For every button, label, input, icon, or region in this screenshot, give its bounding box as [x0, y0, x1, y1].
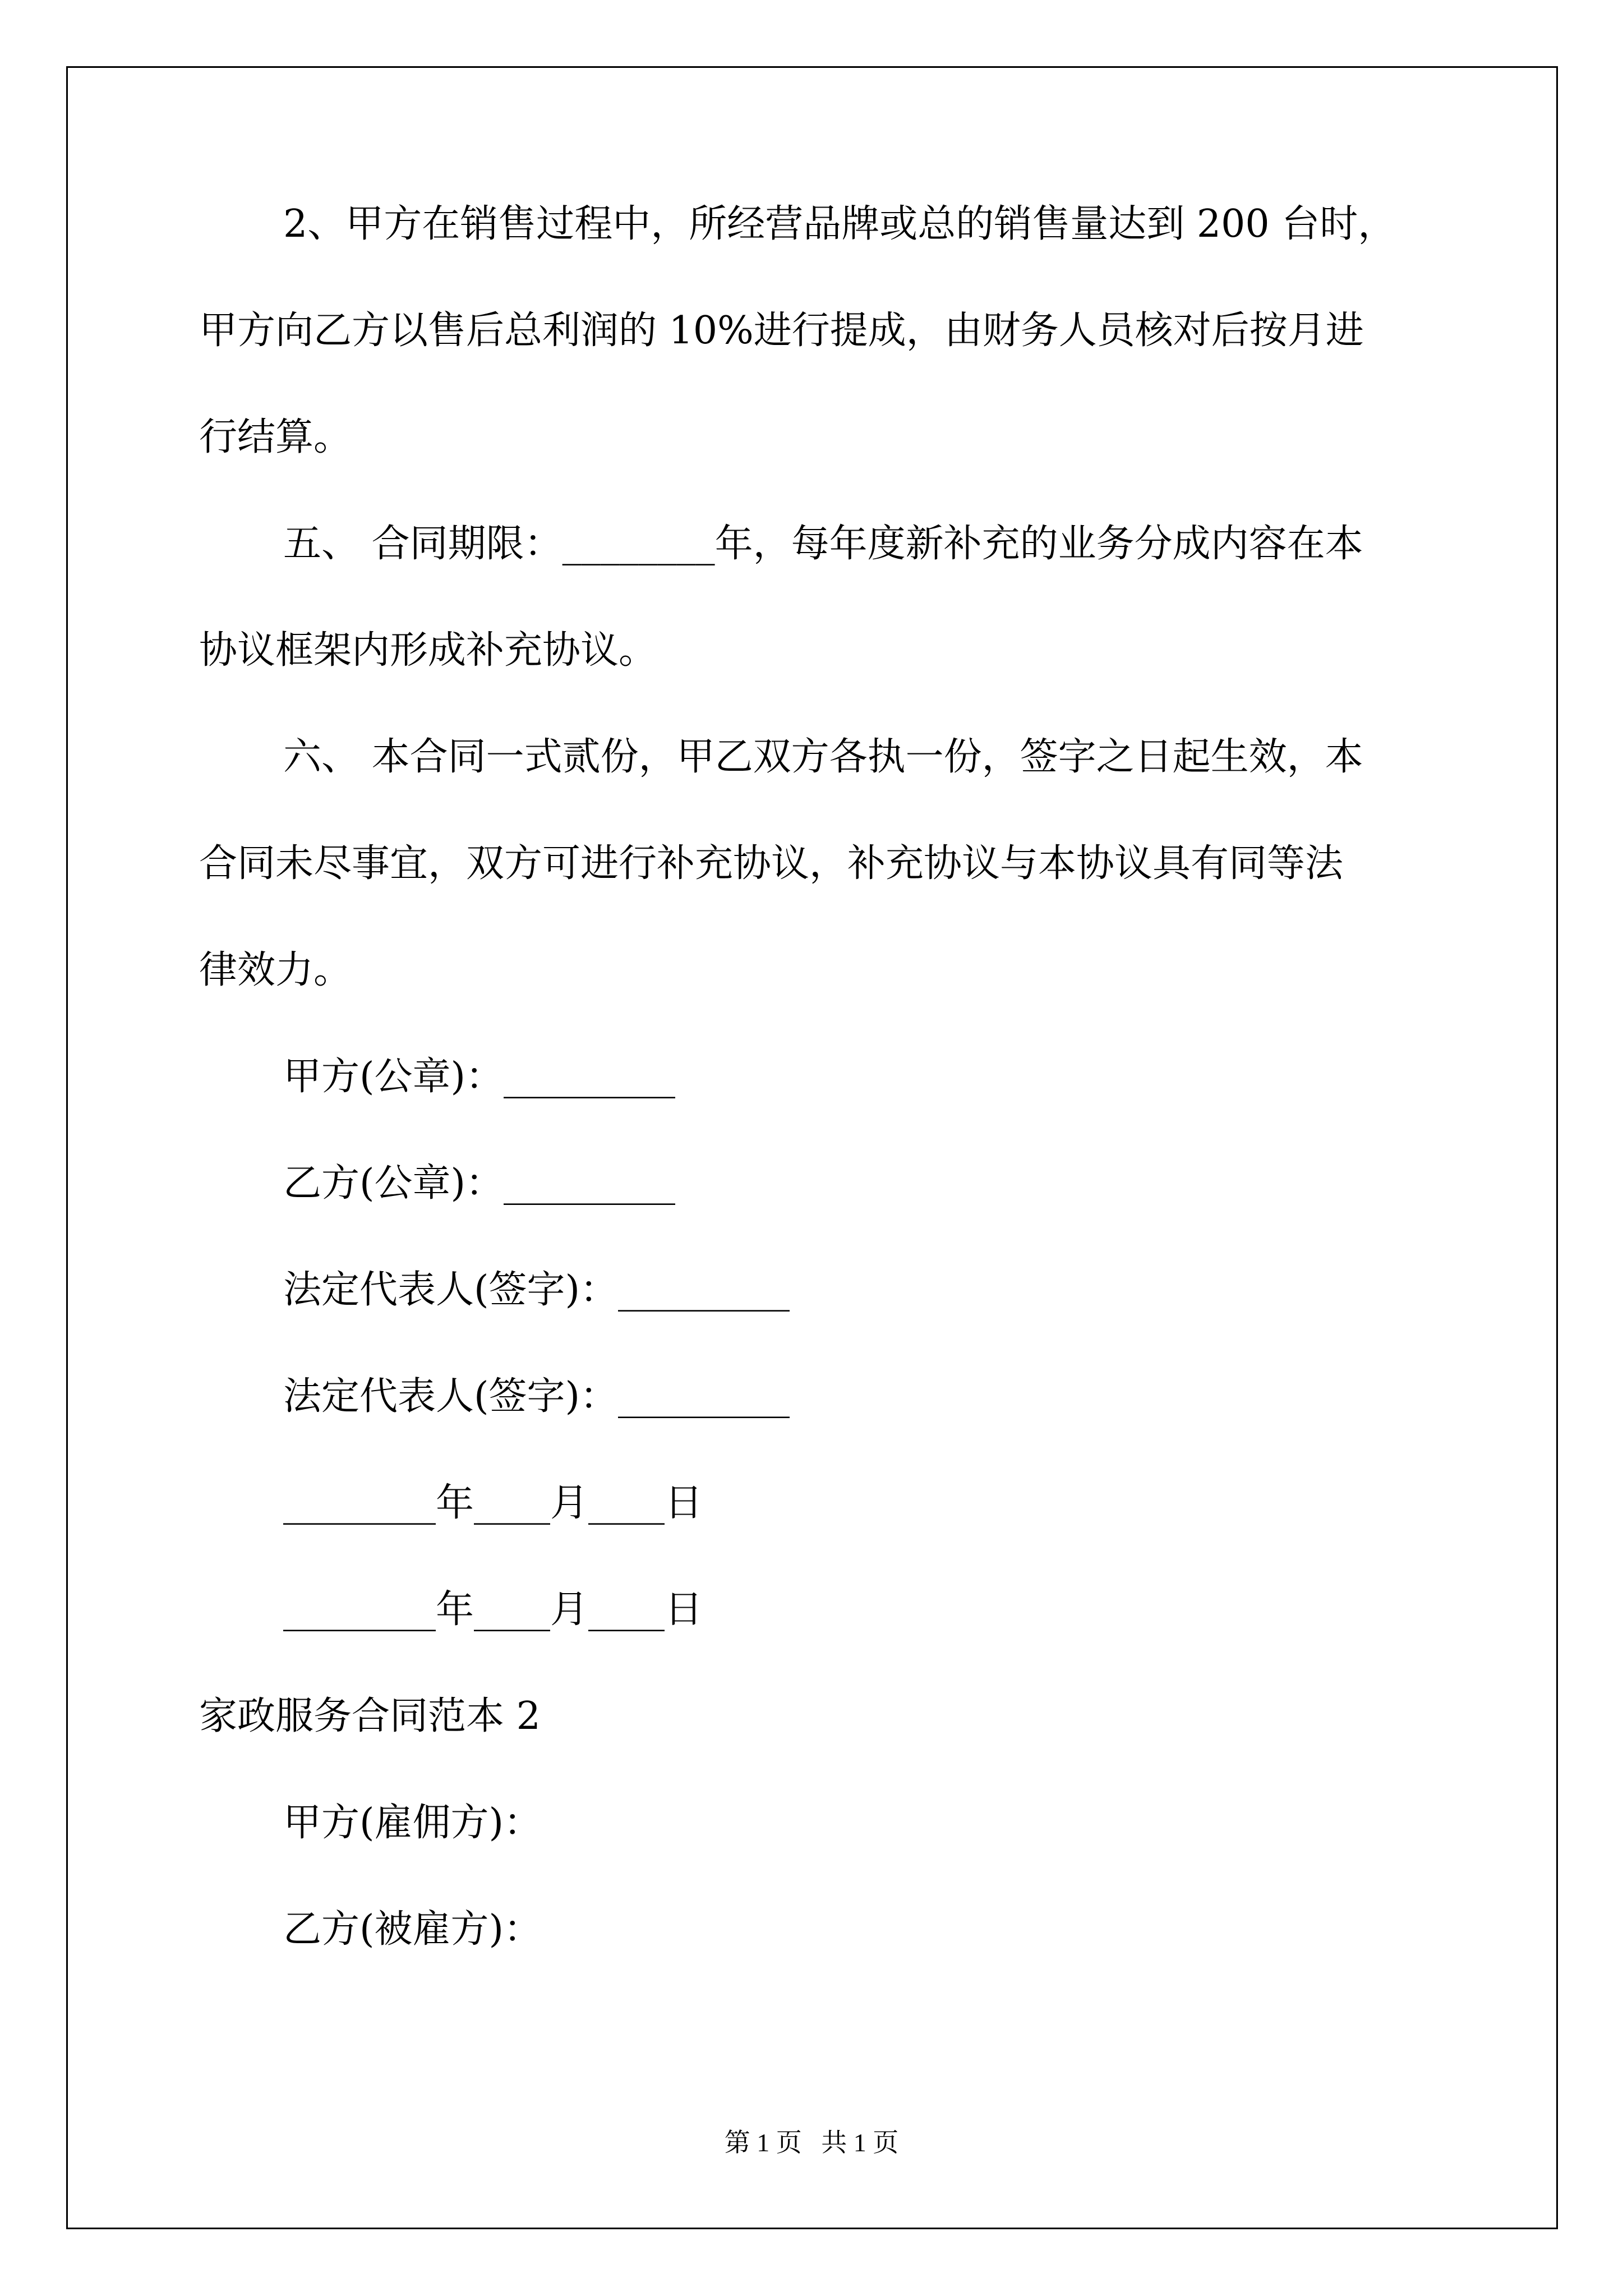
clause-5-line-1: 五、 合同期限：________年，每年度新补充的业务分成内容在本	[283, 522, 1363, 566]
date-line-2: ________年____月____日	[283, 1588, 703, 1632]
section-title: 家政服务合同范本 2	[199, 1694, 541, 1738]
employee-party-line: 乙方(被雇方)：	[283, 1907, 542, 1952]
party-a-seal-line: 甲方(公章)：_________	[283, 1055, 676, 1099]
party-b-seal-line: 乙方(公章)：_________	[283, 1161, 676, 1205]
employer-party-line: 甲方(雇佣方)：	[283, 1801, 542, 1845]
paragraph-2-line-1: 2、甲方在销售过程中，所经营品牌或总的销售量达到 200 台时，	[283, 202, 1396, 246]
clause-6-line-3: 律效力。	[199, 948, 352, 992]
paragraph-2-line-3: 行结算。	[199, 415, 352, 459]
page-footer: 第 1 页 共 1 页	[724, 2128, 899, 2157]
clause-6-line-1: 六、 本合同一式贰份，甲乙双方各执一份，签字之日起生效，本	[283, 735, 1363, 779]
date-line-1: ________年____月____日	[283, 1481, 703, 1525]
paragraph-2-line-2: 甲方向乙方以售后总利润的 10%进行提成，由财务人员核对后按月进	[199, 309, 1364, 353]
legal-rep-signature-line-1: 法定代表人(签字)：_________	[283, 1268, 790, 1312]
clause-6-line-2: 合同未尽事宜，双方可进行补充协议，补充协议与本协议具有同等法	[199, 841, 1344, 886]
legal-rep-signature-line-2: 法定代表人(签字)：_________	[283, 1374, 790, 1419]
clause-5-line-2: 协议框架内形成补充协议。	[199, 628, 657, 673]
